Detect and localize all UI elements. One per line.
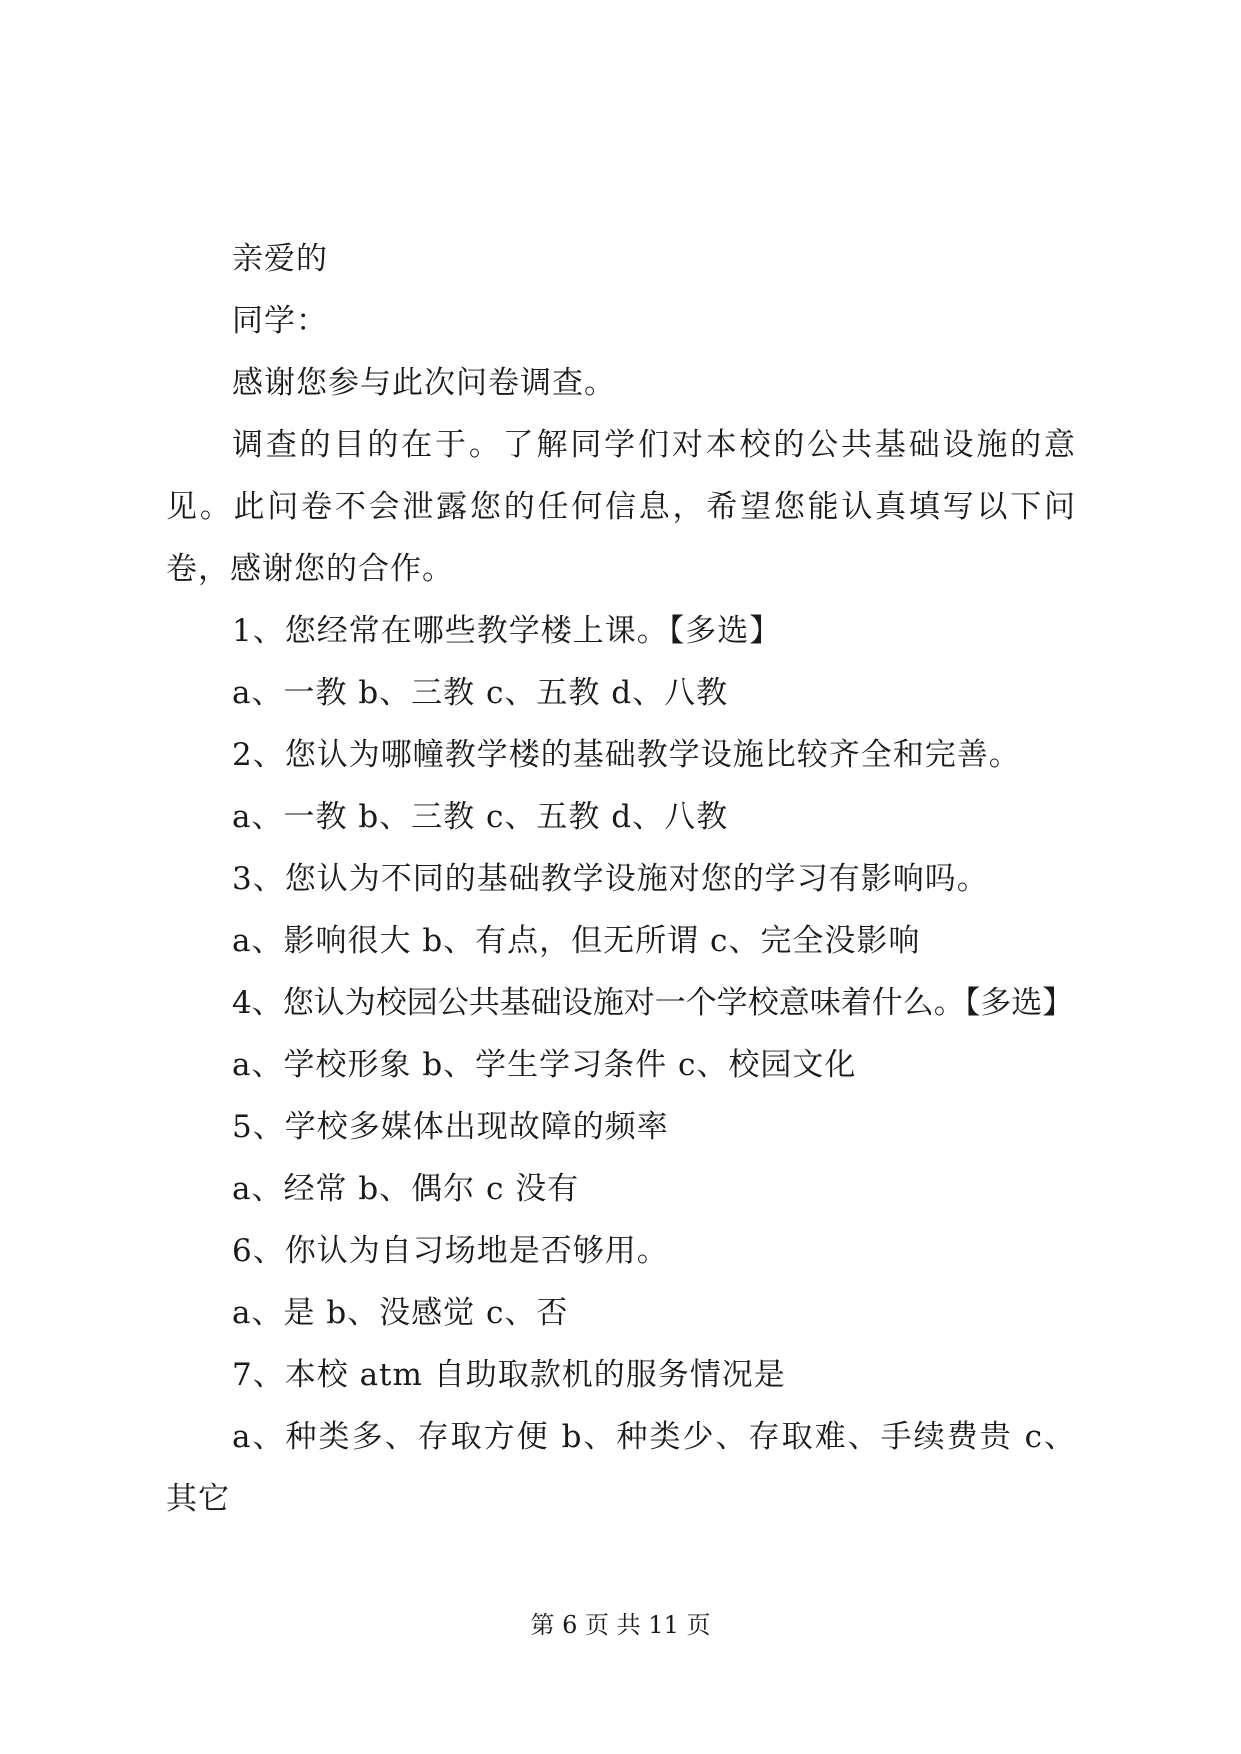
question-6-options: a、是 b、没感觉 c、否 — [232, 1295, 569, 1331]
question-4-options: a、学校形象 b、学生学习条件 c、校园文化 — [232, 1047, 857, 1083]
document-body — [166, 228, 1076, 1530]
question-7-options: a、种类多、存取方便 b、种类少、存取难、手续费贵 c、其它 — [166, 1419, 1076, 1517]
question-3: 3、您认为不同的基础教学设施对您的学习有影响吗。 — [232, 861, 989, 897]
question-4: 4、您认为校园公共基础设施对一个学校意味着什么。【多选】 — [232, 985, 1074, 1021]
greeting-line-1: 亲爱的 — [232, 241, 328, 277]
question-1: 1、您经常在哪些教学楼上课。【多选】 — [232, 613, 782, 649]
question-6: 6、你认为自习场地是否够用。 — [232, 1233, 669, 1269]
question-2-options: a、一教 b、三教 c、五教 d、八教 — [232, 799, 729, 835]
question-1-options: a、一教 b、三教 c、五教 d、八教 — [232, 675, 729, 711]
question-5: 5、学校多媒体出现故障的频率 — [232, 1109, 669, 1145]
page-number-footer: 第 6 页 共 11 页 — [530, 1611, 711, 1639]
question-5-options: a、经常 b、偶尔 c 没有 — [232, 1171, 580, 1207]
greeting-line-2: 同学： — [232, 303, 328, 339]
thanks-text: 感谢您参与此次问卷调查。 — [232, 365, 616, 401]
purpose-paragraph: 调查的目的在于。了解同学们对本校的公共基础设施的意见。此问卷不会泄露您的任何信息，希望您能认真填写以下问卷，感谢您的合作。 — [166, 427, 1076, 587]
question-3-options: a、影响很大 b、有点，但无所谓 c、完全没影响 — [232, 923, 921, 959]
question-7: 7、本校 atm 自助取款机的服务情况是 — [232, 1357, 786, 1393]
question-2: 2、您认为哪幢教学楼的基础教学设施比较齐全和完善。 — [232, 737, 1021, 773]
